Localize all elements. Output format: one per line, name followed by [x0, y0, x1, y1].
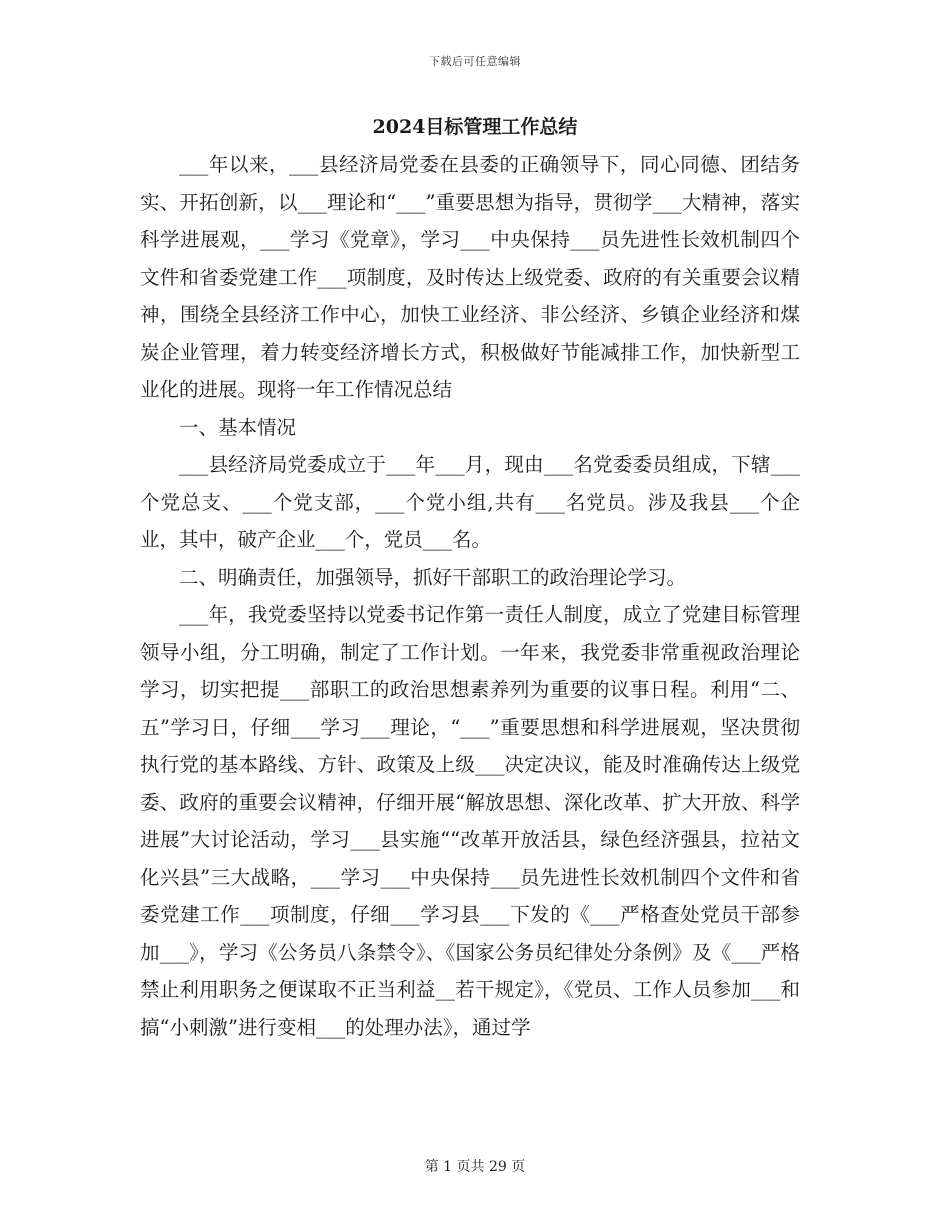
- paragraph-intro: ___年以来，___县经济局党委在县委的正确领导下，同心同德、团结务实、开拓创新，以___理论和“___”重要思想为指导，贯彻学___大精神，落实科学进展观，___学习《党章》，学习___中央保持___员先进性长效机制四个文件和省委党建工作___项制度，及时传达上级党委、政府的有关重要会议精神，围绕全县经济工作中心，加快工业经济、非公经济、乡镇企业经济和煤炭企业管理，着力转变经济增长方式，积极做好节能减排工作，加快新型工业化的进展。现将一年工作情况总结: [140, 153, 800, 401]
- page-number: 第 1 页共 29 页: [424, 1159, 526, 1175]
- paragraph-basic: ___县经济局党委成立于___年___月，现由___名党委委员组成，下辖___个党总支、___个党支部，___个党小组,共有___名党员。涉及我县___个企业，其中，破产企业___个，党员___名。: [140, 453, 800, 551]
- section-heading-basic: 一、基本情况: [179, 415, 297, 439]
- download-note: 下载后可任意编辑: [429, 55, 521, 68]
- document-title: 2024目标管理工作总结: [372, 116, 578, 138]
- document-body: [140, 146, 800, 1046]
- paragraph-responsibility: ___年，我党委坚持以党委书记作第一责任人制度，成立了党建目标管理领导小组，分工明确，制定了工作计划。一年来，我党委非常重视政治理论学习，切实把提___部职工的政治思想素养列为重要的议事日程。利用“二、五”学习日，仔细___学习___理论，“___”重要思想和科学进展观，坚决贯彻执行党的基本路线、方针、政策及上级___决定决议，能及时准确传达上级党委、政府的重要会议精神，仔细开展“解放思想、深化改革、扩大开放、科学进展”大讨论活动，学习___县实施““改革开放活县，绿色经济强县，拉祜文化兴县”三大战略，___学习___中央保持___员先进性长效机制四个文件和省委党建工作___项制度，仔细___学习县___下发的《___严格查处党员干部参加___》，学习《公务员八条禁令》、《国家公务员纪律处分条例》及《___严格禁止利用职务之便谋取不正当利益__若干规定》，《党员、工作人员参加___和搞“小刺激”进行变相___的处理办法》，通过学: [140, 603, 800, 1039]
- section-heading-responsibility: 二、明确责任，加强领导，抓好干部职工的政治理论学习。: [179, 565, 687, 589]
